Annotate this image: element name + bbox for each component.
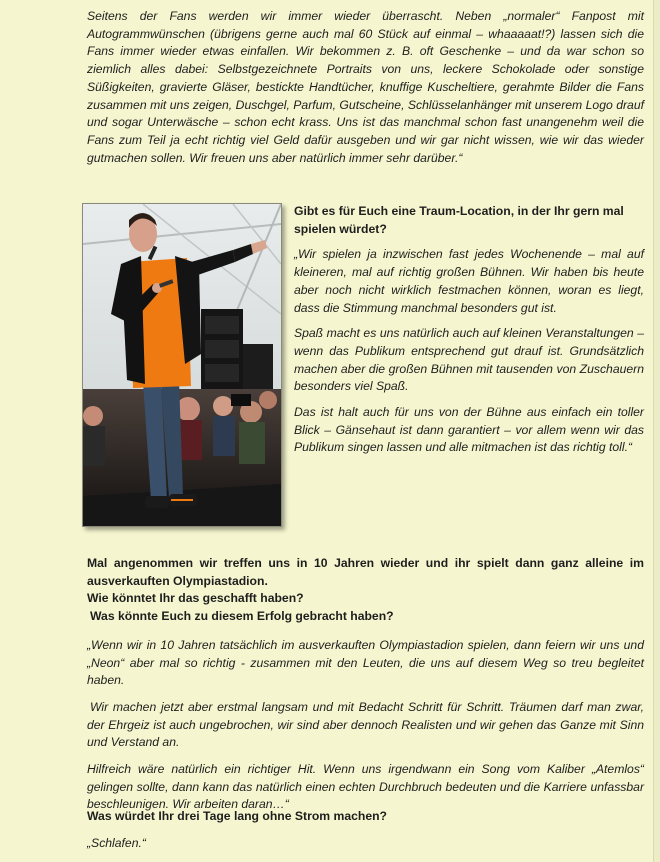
location-question: Gibt es für Euch eine Traum-Location, in der Ihr gern mal spielen würdet? bbox=[294, 204, 624, 236]
olympia-question-1: Mal angenommen wir treffen uns in 10 Jahren wieder und ihr spielt dann ganz alleine im ausverkauften Olympiastadion. bbox=[87, 556, 644, 588]
strom-answer: „Schlafen.“ bbox=[87, 835, 146, 850]
intro-paragraph: Seitens der Fans werden wir immer wieder überrascht. Neben „normaler“ Fanpost mit Autogrammwünschen (übrigens gerne auch mal 60 Stück auf einmal – whaaaaat!?) lassen sich die Fans immer wieder etwas einfallen. Wir bekommen z. B. oft Geschenke – und da war schon so ziemlich alles dabei: Selbstgezeichnete Portraits von uns, leckere Schokolade oder sonstige Süßigkeiten, gravierte Gläser, bestickte Handtücher, knuffige Kuscheltiere, gerahmte Bilder die Fans zusammen mit uns zeigen, Duschgel, Parfum, Gutscheine, Schlüsselanhänger mit unserem Logo drauf und sogar Unterwäsche – schon echt krass. Uns ist das manchmal schon fast unangenehm weil die Fans zum Teil ja echt richtig viel Geld dafür ausgeben und wir gar nicht wissen, wie wir das wieder gutmachen sollen. Wir freuen uns aber natürlich immer sehr darüber.“ bbox=[87, 9, 644, 165]
location-answer-2: Spaß macht es uns natürlich auch auf kleinen Veranstaltungen – wenn das Publikum entsprechend gut drauf ist. Grundsätzlich machen aber die großen Bühnen mit tausenden von Zuschauern besonders viel Spaß. bbox=[294, 326, 644, 394]
location-answer-1: „Wir spielen ja inzwischen fast jedes Wochenende – mal auf kleineren, mal auf richtig großen Bühnen. Wir haben bis heute aber noch nicht wirklich festmachen können, woran es liegt, dass die Stimmung manchmal besonders gut ist. bbox=[294, 247, 644, 315]
olympia-answer-1: „Wenn wir in 10 Jahren tatsächlich im ausverkauften Olympiastadion spielen, dann feiern wir uns und „Neon“ aber mal so richtig - zusammen mit den Leuten, die uns auf diesem Weg so treu begleitet haben. bbox=[87, 637, 644, 688]
olympia-answer-3: Hilfreich wäre natürlich ein richtiger Hit. Wenn uns irgendwann ein Song vom Kaliber „Atemlos“ gelingen sollte, dann kann das natürlich einen echten Durchbruch bedeuten und die Karriere unfassbar beschleunigen. Wir arbeiten daran…“ bbox=[87, 762, 644, 812]
singer-photo bbox=[82, 203, 282, 527]
location-answer-3: Das ist halt auch für uns von der Bühne aus einfach ein toller Blick – Gänsehaut ist dann garantiert – vor allem wenn wir das Publikum singen lassen und alle mitmachen ist das richtig toll.“ bbox=[294, 405, 644, 455]
olympia-answer-2: Wir machen jetzt aber erstmal langsam und mit Bedacht Schritt für Schritt. Träumen darf man zwar, der Ehrgeiz ist auch ungebrochen, wir sind aber dennoch Realisten und wir gehen das Ganze mit Sinn und Verstand an. bbox=[87, 699, 644, 750]
strom-question: Was würdet Ihr drei Tage lang ohne Strom machen? bbox=[87, 809, 387, 823]
olympia-question-3: Was könnte Euch zu diesem Erfolg gebracht haben? bbox=[90, 609, 394, 624]
olympia-section bbox=[87, 555, 644, 814]
strom-section bbox=[87, 808, 644, 852]
page-edge bbox=[653, 0, 660, 862]
location-section bbox=[294, 203, 644, 457]
olympia-question-2: Wie könntet Ihr das geschafft haben? bbox=[87, 591, 304, 606]
intro-section bbox=[87, 8, 644, 167]
